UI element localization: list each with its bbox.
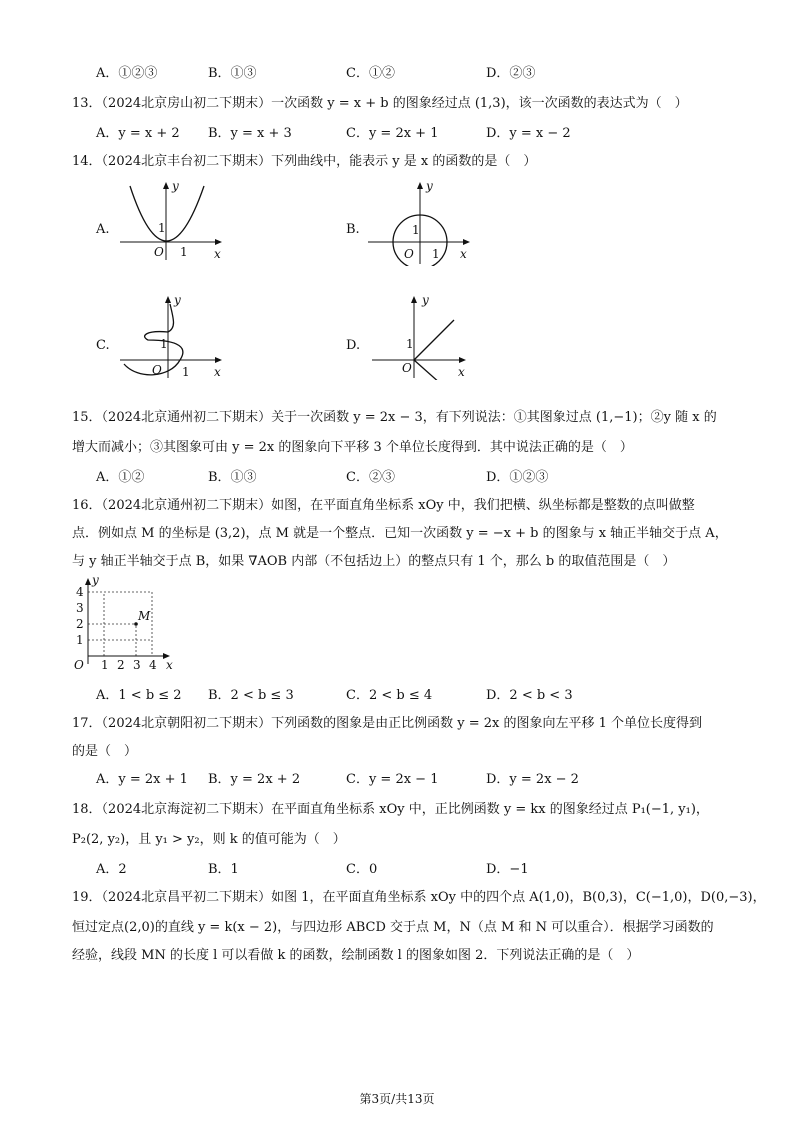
q14c-x1-label: 1 <box>182 365 190 379</box>
q16-y-label: y <box>92 574 99 587</box>
q17-stem-line2: 的是（ ） <box>72 744 138 759</box>
q14c-y1-label: 1 <box>160 337 168 351</box>
q15-stem-line1: 15．（2024北京通州初二下期末）关于一次函数 y = 2x − 3，有下列说法：①其图象过点 (1,−1)；②y 随 x 的 <box>72 410 717 425</box>
q14-graph-d <box>366 290 476 380</box>
q17-option-a[interactable]: A．y = 2x + 1 <box>96 772 188 787</box>
q14c-x-label: x <box>214 365 221 379</box>
q16-options <box>96 684 736 702</box>
q18-option-c[interactable]: C．0 <box>346 862 378 877</box>
q15-option-c[interactable]: C．②③ <box>346 470 395 485</box>
q17-option-b[interactable]: B．y = 2x + 2 <box>208 772 301 787</box>
q16-option-d[interactable]: D．2 < b < 3 <box>486 688 573 703</box>
q14a-x1-label: 1 <box>180 245 188 259</box>
q15-option-a[interactable]: A．①② <box>96 470 145 485</box>
q18-option-a[interactable]: A．2 <box>96 862 127 877</box>
q13-option-c[interactable]: C．y = 2x + 1 <box>346 126 439 141</box>
q13-option-a[interactable]: A．y = x + 2 <box>96 126 180 141</box>
q18-stem-line1: 18．（2024北京海淀初二下期末）在平面直角坐标系 xOy 中，正比例函数 y = kx 的图象经过点 P₁(−1, y₁)， <box>72 802 709 817</box>
q15-stem-line2: 增大而减小；③其图象可由 y = 2x 的图象向下平移 3 个单位长度得到．其中说法正确的是（ ） <box>72 440 633 455</box>
q14c-y-label: y <box>174 293 181 307</box>
q14a-y-label: y <box>172 179 179 193</box>
q16-option-a[interactable]: A．1 < b ≤ 2 <box>96 688 182 703</box>
q14b-y1-label: 1 <box>412 223 420 237</box>
q14a-origin-label: O <box>154 245 164 259</box>
q14-label-b[interactable]: B. <box>346 222 360 237</box>
q19-stem-line2: 恒过定点(2,0)的直线 y = k(x − 2)，与四边形 ABCD 交于点 M，N（点 M 和 N 可以重合）．根据学习函数的 <box>72 920 714 935</box>
q14-label-d[interactable]: D. <box>346 338 361 353</box>
q13-option-b[interactable]: B．y = x + 3 <box>208 126 292 141</box>
q16-stem-line1: 16．（2024北京通州初二下期末）如图，在平面直角坐标系 xOy 中，我们把横、纵坐标都是整数的点叫做整 <box>72 498 695 513</box>
q15-options <box>96 466 736 484</box>
q16-ytick-4: 4 <box>76 585 84 599</box>
q14a-x-label: x <box>214 247 221 261</box>
q15-option-b[interactable]: B．①③ <box>208 470 257 485</box>
q14-label-a[interactable]: A. <box>96 222 110 237</box>
q12-option-a[interactable]: A．①②③ <box>96 66 158 81</box>
q13-options <box>96 122 736 140</box>
q16-stem-line3: 与 y 轴正半轴交于点 B，如果 ∇AOB 内部（不包括边上）的整点只有 1 个，那么 b 的取值范围是（ ） <box>72 554 676 569</box>
q13-option-d[interactable]: D．y = x − 2 <box>486 126 571 141</box>
q14d-y-label: y <box>422 293 429 307</box>
q14b-x1-label: 1 <box>432 247 440 261</box>
q16-option-c[interactable]: C．2 < b ≤ 4 <box>346 688 433 703</box>
page-footer: 第3页/共13页 <box>359 1092 435 1106</box>
q16-xtick-4: 4 <box>149 658 157 672</box>
q16-origin-label: O <box>74 658 84 672</box>
q19-stem-line3: 经验，线段 MN 的长度 l 可以看做 k 的函数，绘制函数 l 的图象如图 2．下列说法正确的是（ ） <box>72 948 640 963</box>
q18-option-d[interactable]: D．−1 <box>486 862 529 877</box>
q14-label-c[interactable]: C. <box>96 338 110 353</box>
q14-graph-c <box>118 290 228 380</box>
q14-stem: 14．（2024北京丰台初二下期末）下列曲线中，能表示 y 是 x 的函数的是（ ） <box>72 154 537 169</box>
q13-stem: 13．（2024北京房山初二下期末）一次函数 y = x + b 的图象经过点 (1,3)，该一次函数的表达式为（ ） <box>72 96 688 111</box>
q18-options <box>96 858 736 876</box>
q14c-origin-label: O <box>152 363 162 377</box>
q16-xtick-1: 1 <box>101 658 109 672</box>
q17-option-d[interactable]: D．y = 2x − 2 <box>486 772 579 787</box>
q16-graph <box>72 574 182 674</box>
q14b-x-label: x <box>460 247 467 261</box>
q14d-origin-label: O <box>402 361 412 375</box>
q14b-origin-label: O <box>404 247 414 261</box>
q16-ytick-3: 3 <box>76 601 84 615</box>
q16-x-label: x <box>166 658 173 672</box>
q16-option-b[interactable]: B．2 < b ≤ 3 <box>208 688 294 703</box>
q14b-y-label: y <box>426 179 433 193</box>
q16-xtick-2: 2 <box>117 658 125 672</box>
q16-xtick-3: 3 <box>133 658 141 672</box>
q14d-y1-label: 1 <box>406 337 414 351</box>
q12-option-d[interactable]: D．②③ <box>486 66 536 81</box>
q17-option-c[interactable]: C．y = 2x − 1 <box>346 772 439 787</box>
q14a-y1-label: 1 <box>158 221 166 235</box>
q18-option-b[interactable]: B．1 <box>208 862 239 877</box>
q12-option-c[interactable]: C．①② <box>346 66 395 81</box>
q14-graph-b <box>364 176 474 266</box>
q17-stem-line1: 17．（2024北京朝阳初二下期末）下列函数的图象是由正比例函数 y = 2x 的图象向左平移 1 个单位长度得到 <box>72 716 703 731</box>
q14-graph-a <box>118 176 228 262</box>
q16-ytick-2: 2 <box>76 617 84 631</box>
q19-stem-line1: 19．（2024北京昌平初二下期末）如图 1，在平面直角坐标系 xOy 中的四个点 A(1,0)，B(0,3)，C(−1,0)，D(0,−3)， <box>72 890 766 905</box>
q16-point-m-label: M <box>138 609 151 623</box>
q14d-x-label: x <box>458 365 465 379</box>
q12-options <box>96 62 736 80</box>
q17-options <box>96 768 736 786</box>
q15-option-d[interactable]: D．①②③ <box>486 470 549 485</box>
q16-stem-line2: 点．例如点 M 的坐标是 (3,2)，点 M 就是一个整点．已知一次函数 y = −x + b 的图象与 x 轴正半轴交于点 A， <box>72 526 728 541</box>
q18-stem-line2: P₂(2, y₂)，且 y₁ > y₂，则 k 的值可能为（ ） <box>72 832 346 847</box>
q16-ytick-1: 1 <box>76 633 84 647</box>
q12-option-b[interactable]: B．①③ <box>208 66 257 81</box>
